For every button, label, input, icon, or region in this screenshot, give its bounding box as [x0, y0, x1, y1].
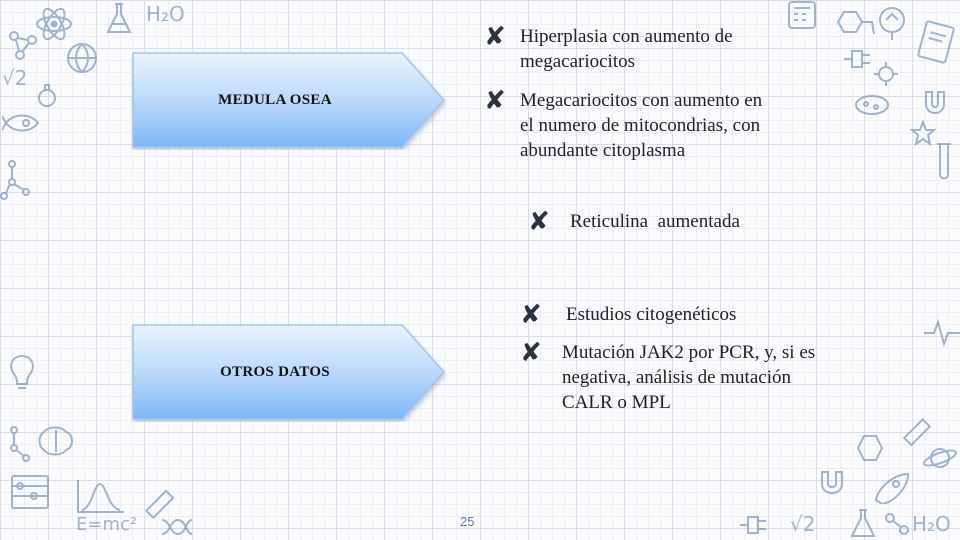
bullet-text: Mutación JAK2 por PCR, y, si es negativa, análisis de mutación CALR o MPL: [562, 342, 816, 413]
test-tube-icon: [934, 142, 954, 182]
molecule-icon-2: [882, 510, 912, 538]
molecule-chain-icon-2: [2, 424, 32, 468]
otros-datos-label: OTROS DATOS: [220, 363, 330, 380]
water-formula-text: H₂O: [146, 2, 185, 26]
plug-icon: [842, 46, 876, 72]
calculator-icon: [786, 0, 818, 30]
hexagon-icon-2: [852, 430, 892, 470]
rocket-icon-2: [872, 470, 912, 504]
bell-curve-icon: [76, 478, 126, 514]
bullet-text: Estudios citogenéticos: [566, 304, 737, 325]
magnet-icon-2: [816, 468, 848, 500]
pulse-icon: [924, 318, 960, 348]
cross-mark-icon: ✘: [520, 300, 542, 330]
sqrt-text-bottom: √2: [790, 512, 816, 536]
book-icon: [916, 20, 956, 64]
cross-mark-icon: ✘: [528, 207, 550, 237]
sqrt-text: √2: [2, 66, 28, 90]
bullet-item: [528, 209, 828, 235]
medula-osea-arrow: [130, 50, 448, 150]
bullet-item: [484, 88, 784, 163]
flask-icon-2: [848, 508, 878, 538]
globe-icon: [64, 40, 100, 76]
molecule-icon: [6, 28, 40, 62]
cross-mark-icon: ✘: [484, 86, 506, 116]
page-number: 25: [460, 514, 475, 529]
dna-icon: [160, 516, 194, 538]
germ-icon: [872, 60, 900, 88]
bullet-text: Reticulina aumentada: [570, 211, 740, 232]
star-icon: [910, 120, 936, 146]
bullet-text: Megacariocitos con aumento en el numero de mitocondrias, con abundante citoplasma: [520, 90, 763, 161]
medula-osea-label: MEDULA OSEA: [218, 91, 332, 108]
microscope-icon: [876, 4, 910, 44]
potion-icon: [36, 82, 58, 108]
energy-formula-text: E=mc²: [76, 514, 138, 535]
water-formula-text-bottom: H₂O: [912, 512, 951, 536]
hexagon-icon: [832, 8, 876, 48]
lightbulb-icon: [4, 352, 40, 392]
magnet-icon: [920, 88, 950, 118]
bullet-item: [520, 340, 830, 415]
bullet-item: [484, 24, 784, 74]
cross-mark-icon: ✘: [484, 22, 506, 52]
otros-datos-arrow: [130, 322, 448, 422]
brain-icon: [36, 424, 76, 458]
flask-icon: [104, 2, 134, 36]
plug-icon-2: [738, 514, 772, 536]
molecule-chain-icon: [0, 158, 32, 202]
abacus-icon: [10, 474, 50, 510]
atom-icon: [34, 4, 74, 44]
planet-icon: [922, 440, 958, 476]
rocket-icon: [2, 108, 42, 138]
bullet-text: Hiperplasia con aumento de megacariocitos: [520, 26, 733, 72]
bullet-item: [520, 302, 820, 328]
bacteria-icon: [852, 90, 892, 120]
cross-mark-icon: ✘: [520, 338, 542, 368]
